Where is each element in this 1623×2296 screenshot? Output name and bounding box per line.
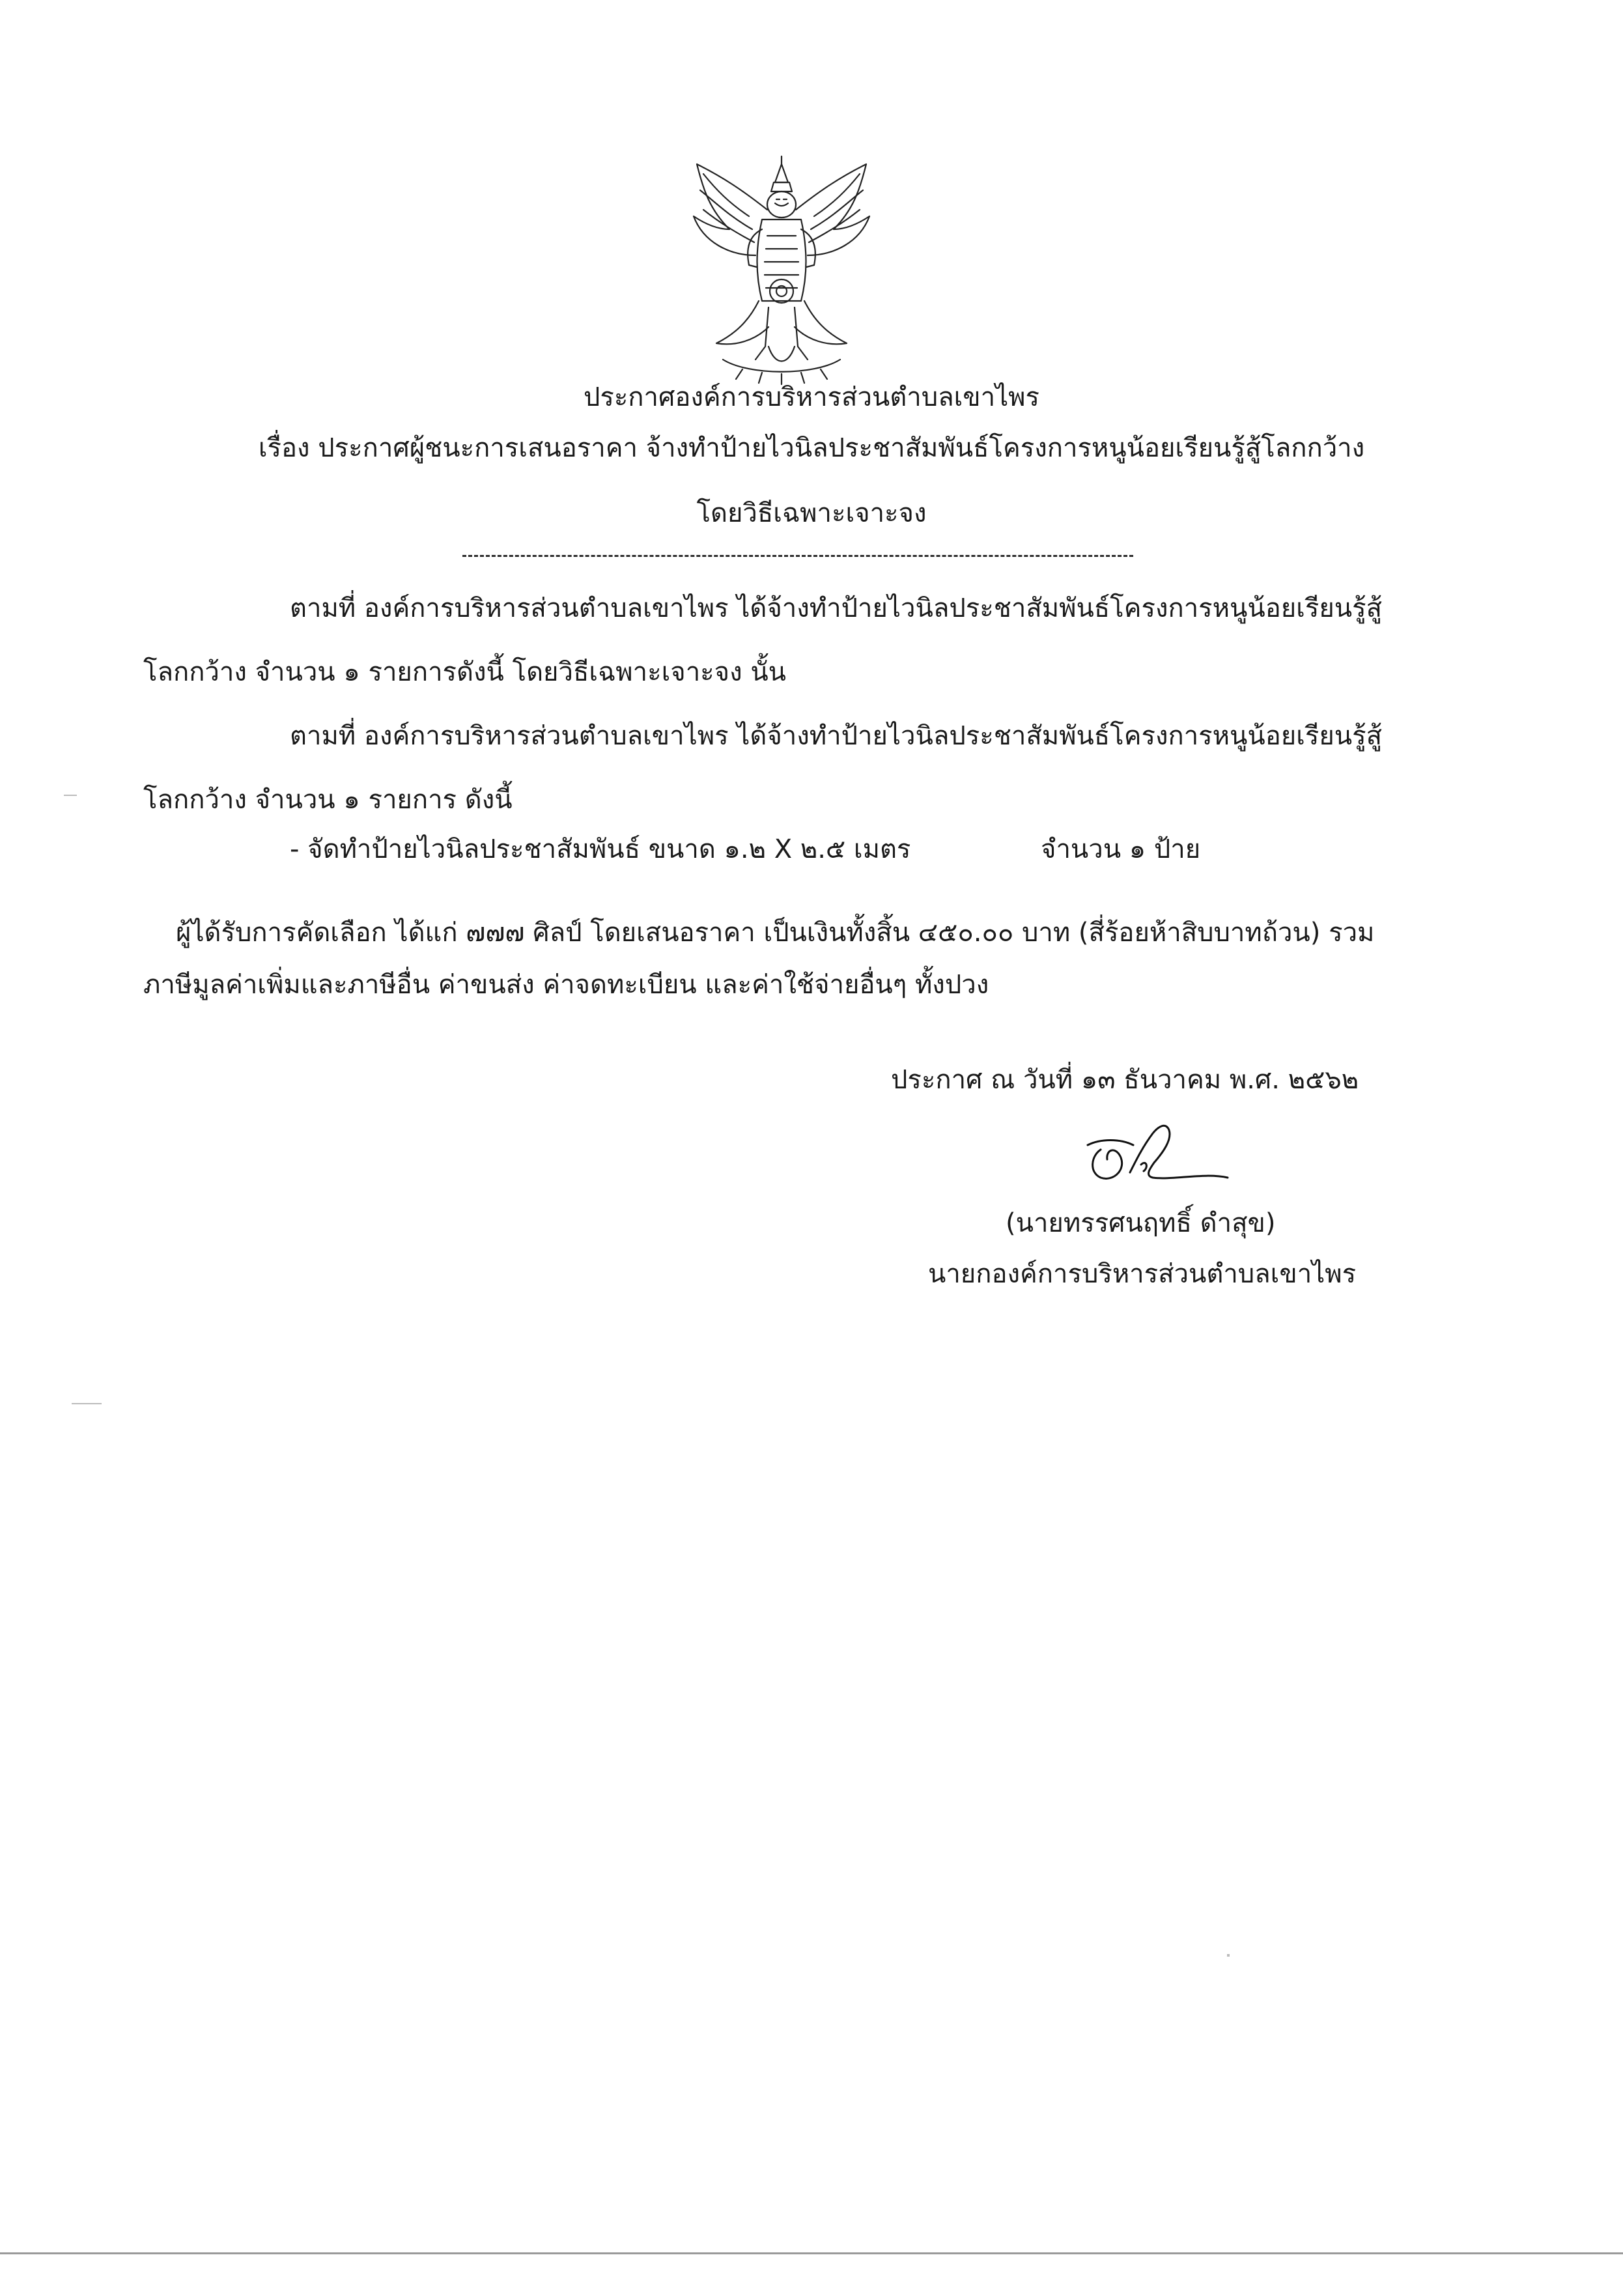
paragraph-2-line-2: โลกกว้าง จำนวน ๑ รายการ ดังนี้ <box>143 785 513 815</box>
garuda-emblem-icon <box>684 151 879 386</box>
item-quantity: จำนวน ๑ ป้าย <box>1041 834 1201 864</box>
paragraph-1-line-1: ตามที่ องค์การบริหารส่วนตำบลเขาไพร ได้จ้างทำป้ายไวนิลประชาสัมพันธ์โครงการหนูน้อยเรียนรู้สู้ <box>290 593 1382 623</box>
scan-mark <box>64 795 77 796</box>
announcement-title: ประกาศองค์การบริหารส่วนตำบลเขาไพร <box>583 382 1040 412</box>
announcement-subject: เรื่อง ประกาศผู้ชนะการเสนอราคา จ้างทำป้ายไวนิลประชาสัมพันธ์โครงการหนูน้อยเรียนรู้สู้โลกกว้าง <box>258 433 1365 463</box>
paragraph-1-line-2: โลกกว้าง จำนวน ๑ รายการดังนี้ โดยวิธีเฉพาะเจาะจง นั้น <box>143 657 787 687</box>
item-description: - จัดทำป้ายไวนิลประชาสัมพันธ์ ขนาด ๑.๒ X ๒.๕ เมตร <box>290 834 911 864</box>
page-bottom-edge <box>0 2252 1623 2254</box>
procurement-method: โดยวิธีเฉพาะเจาะจง <box>696 498 927 528</box>
winner-line-2: ภาษีมูลค่าเพิ่มและภาษีอื่น ค่าขนส่ง ค่าจดทะเบียน และค่าใช้จ่ายอื่นๆ ทั้งปวง <box>143 970 989 1000</box>
handwritten-signature-icon <box>1081 1107 1237 1192</box>
winner-line-1: ผู้ได้รับการคัดเลือก ได้แก่ ๗๗๗ ศิลป์ โดยเสนอราคา เป็นเงินทั้งสิ้น ๔๕๐.๐๐ บาท (สี่ร้อยห้าสิบบาทถ้วน) รวม <box>176 918 1375 948</box>
scan-mark <box>1227 1954 1230 1957</box>
scan-mark <box>72 1403 102 1404</box>
signer-position: นายกองค์การบริหารส่วนตำบลเขาไพร <box>928 1259 1357 1289</box>
signer-name: (นายทรรศนฤทธิ์ ดำสุข) <box>1006 1208 1276 1238</box>
divider-line <box>462 555 1133 557</box>
announcement-date: ประกาศ ณ วันที่ ๑๓ ธันวาคม พ.ศ. ๒๕๖๒ <box>891 1065 1359 1095</box>
paragraph-2-line-1: ตามที่ องค์การบริหารส่วนตำบลเขาไพร ได้จ้างทำป้ายไวนิลประชาสัมพันธ์โครงการหนูน้อยเรียนรู้สู้ <box>290 721 1382 751</box>
